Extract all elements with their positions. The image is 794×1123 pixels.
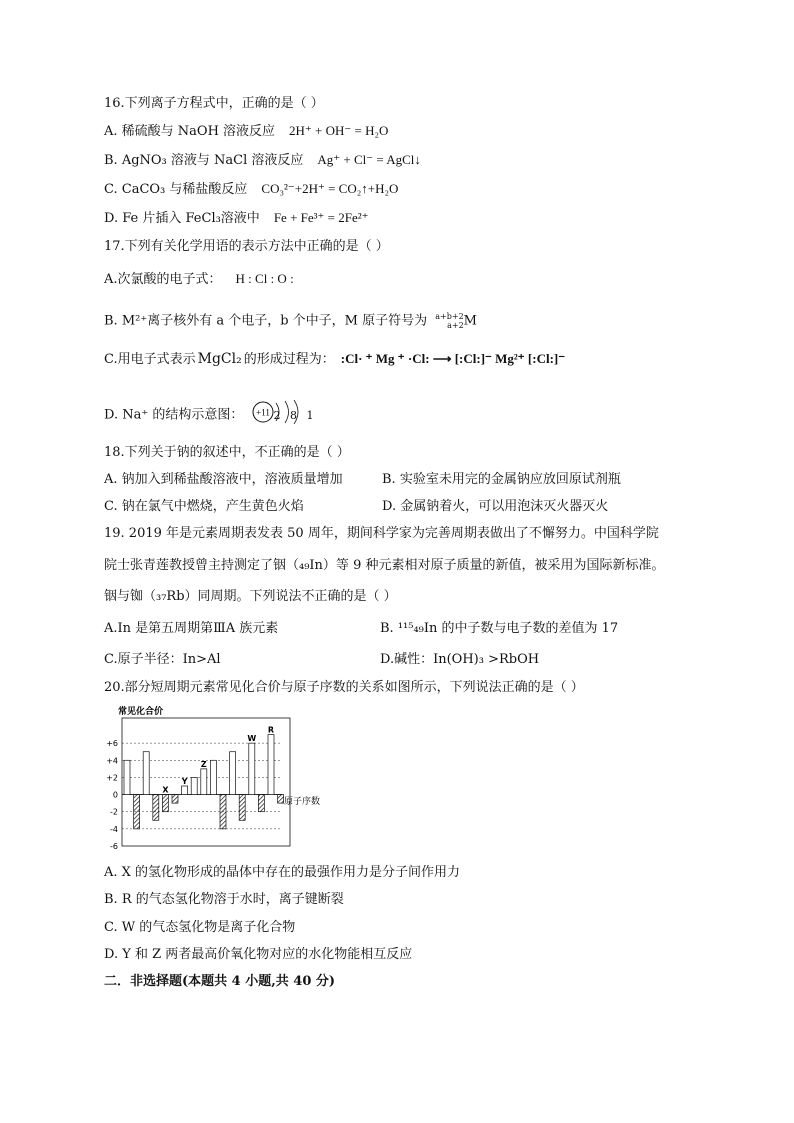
valence-bar (201, 769, 207, 795)
q16-stem: 16.下列离子方程式中，正确的是（ ） (104, 96, 324, 111)
q20-option-b: B. R 的气态氢化物溶于水时，离子键断裂 (104, 892, 344, 907)
valence-bar (278, 795, 284, 804)
element-label: Z (200, 759, 207, 769)
valence-bar (134, 795, 140, 829)
valence-bar (172, 795, 178, 804)
valence-bar (191, 777, 197, 794)
q19-line-2: 院士张青莲教授曾主持测定了铟（₄₉In）等 9 种元素相对原子质量的新值，被采用为国际新标准。 (104, 558, 665, 573)
q18-option-a: A. 钠加入到稀盐酸溶液中，溶液质量增加 (104, 472, 343, 487)
q17-option-b: B. M²⁺离子核外有 a 个电子，b 个中子，M 原子符号为 a+b+2 a+2M (104, 312, 477, 330)
valence-bar (258, 795, 264, 812)
section-two-heading: 二．非选择题(本题共 4 小题,共 40 分) (104, 974, 336, 989)
q20-stem: 20.部分短周期元素常见化合价与原子序数的关系如图所示，下列说法正确的是（ ） (104, 680, 584, 695)
q20-option-c: C. W 的气态氢化物是离子化合物 (104, 920, 296, 935)
valence-bar (210, 760, 216, 794)
svg-text:+11: +11 (255, 407, 270, 418)
y-tick-label: +4 (106, 756, 118, 766)
valence-bar (220, 795, 226, 829)
y-tick-label: -4 (110, 824, 118, 834)
y-tick-label: +2 (106, 773, 118, 783)
q16-option-d: D. Fe 片插入 FeCl₃溶液中 Fe + Fe³⁺ = 2Fe²⁺ (104, 210, 369, 226)
valence-bar (268, 735, 274, 795)
q18-option-c: C. 钠在氯气中燃烧，产生黄色火焰 (104, 499, 304, 514)
chart-title: 常见化合价 (118, 707, 164, 717)
valence-bar (143, 752, 149, 795)
valence-bar (239, 795, 245, 821)
q18-stem: 18.下列关于钠的叙述中，不正确的是（ ） (104, 445, 350, 460)
y-tick-label: -6 (110, 842, 118, 850)
q17-option-d: D. Na⁺ 的结构示意图： +11 2 8 1 (104, 400, 357, 430)
valence-bar (153, 795, 159, 821)
valence-chart (100, 704, 340, 850)
q19-line-1: 19. 2019 年是元素周期表发表 50 周年，期间科学家为完善周期表做出了不懈努力。中国科学院 (104, 526, 659, 541)
valence-bar (182, 786, 188, 795)
q17-option-c: C.用电子式表示 MgCl₂ 的形成过程为： :Cl· ⁺ Mg ⁺ ·Cl: ⟶ [:Cl:]⁻ Mg²⁺ [:Cl:]⁻ (104, 351, 566, 367)
valence-bar (249, 743, 255, 794)
q17-option-a: A.次氯酸的电子式： H : Cl : O : (104, 271, 294, 287)
valence-bar (162, 795, 168, 812)
q19-option-a: A.In 是第五周期第ⅢA 族元素 (104, 621, 279, 636)
q19-line-3: 铟与铷（₃₇Rb）同周期。下列说法不正确的是（ ） (104, 589, 397, 604)
element-label: R (267, 725, 275, 735)
q16-option-a: A. 稀硫酸与 NaOH 溶液反应 2H⁺ + OH⁻ = H₂O (104, 123, 389, 139)
valence-bar (124, 760, 130, 794)
q16-option-b: B. AgNO₃ 溶液与 NaCl 溶液反应 Ag⁺ + Cl⁻ = AgCl↓ (104, 152, 421, 168)
q20-option-a: A. X 的氢化物形成的晶体中存在的最强作用力是分子间作用力 (104, 865, 461, 880)
q16-option-c: C. CaCO₃ 与稀盐酸反应 CO₃²⁻+2H⁺ = CO₂↑+H₂O (104, 181, 399, 197)
q17-stem: 17.下列有关化学用语的表示方法中正确的是（ ） (104, 239, 389, 254)
element-label: Y (181, 777, 188, 786)
y-tick-label: -2 (110, 807, 118, 817)
y-tick-label: 0 (112, 790, 118, 800)
element-label: X (162, 785, 169, 795)
q20-option-d: D. Y 和 Z 两者最高价氧化物对应的水化物能相互反应 (104, 947, 413, 962)
q18-option-b: B. 实验室未用完的金属钠应放回原试剂瓶 (382, 472, 621, 487)
x-axis-label: 原子序数 (284, 797, 321, 807)
valence-bar (230, 752, 236, 795)
y-tick-label: +6 (106, 739, 118, 749)
element-label: W (247, 734, 257, 744)
q19-option-b: B. ¹¹⁵₄₉In 的中子数与电子数的差值为 17 (380, 621, 619, 636)
q19-option-d: D.碱性：In(OH)₃ >RbOH (380, 652, 540, 667)
q19-option-c: C.原子半径：In>Al (104, 652, 221, 667)
q18-option-d: D. 金属钠着火，可以用泡沫灭火器灭火 (382, 499, 609, 514)
